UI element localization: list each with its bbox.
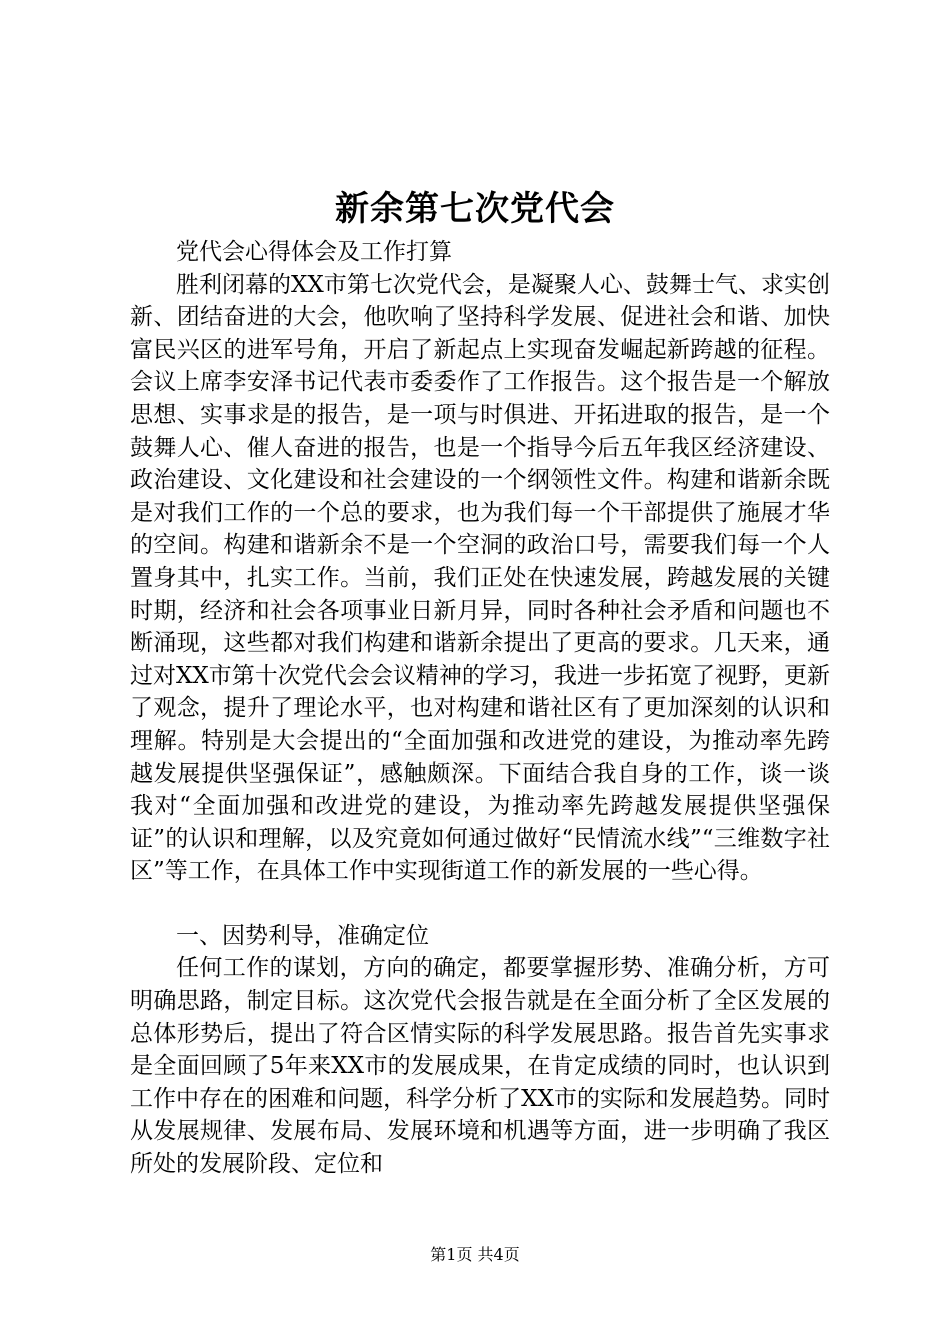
- paragraph-2: 任何工作的谋划，方向的确定，都要掌握形势、准确分析，方可明确思路，制定目标。这次党代会报告就是在全面分析了全区发展的总体形势后，提出了符合区情实际的科学发展思路。报告首先实事求是全面回顾了5年来XX市的发展成果，在肯定成绩的同时，也认识到工作中存在的困难和问题，科学分析了XX市的实际和发展趋势。同时从发展规律、发展布局、发展环境和机遇等方面，进一步明确了我区所处的发展阶段、定位和: [130, 955, 830, 1178]
- document-body: [130, 236, 830, 1181]
- paragraph-1: 胜利闭幕的XX市第七次党代会，是凝聚人心、鼓舞士气、求实创新、团结奋进的大会，他吹响了坚持科学发展、促进社会和谐、加快富民兴区的进军号角，开启了新起点上实现奋发崛起新跨越的征程。会议上席李安泽书记代表市委委作了工作报告。这个报告是一个解放思想、实事求是的报告，是一项与时俱进、开拓进取的报告，是一个鼓舞人心、催人奋进的报告，也是一个指导今后五年我区经济建设、政治建设、文化建设和社会建设的一个纲领性文件。构建和谐新余既是对我们工作的一个总的要求，也为我们每一个干部提供了施展才华的空间。构建和谐新余不是一个空洞的政治口号，需要我们每一个人置身其中，扎实工作。当前，我们正处在快速发展，跨越发展的关键时期，经济和社会各项事业日新月异，同时各种社会矛盾和问题也不断涌现，这些都对我们构建和谐新余提出了更高的要求。几天来，通过对XX市第十次党代会会议精神的学习，我进一步拓宽了视野，更新了观念，提升了理论水平，也对构建和谐社区有了更加深刻的认识和理解。特别是大会提出的“全面加强和改进党的建设，为推动率先跨越发展提供坚强保证”，感触颇深。下面结合我自身的工作，谈一谈我对“全面加强和改进党的建设，为推动率先跨越发展提供坚强保证”的认识和理解，以及究竟如何通过做好“民情流水线”“三维数字社区”等工作，在具体工作中实现街道工作的新发展的一些心得。: [130, 271, 830, 885]
- section-1-heading: 一、因势利导，准确定位: [176, 922, 429, 949]
- document-subtitle: 党代会心得体会及工作打算: [176, 239, 452, 265]
- document-title: 新余第七次党代会: [335, 189, 615, 229]
- page-footer: 第1页 共4页: [430, 1245, 520, 1264]
